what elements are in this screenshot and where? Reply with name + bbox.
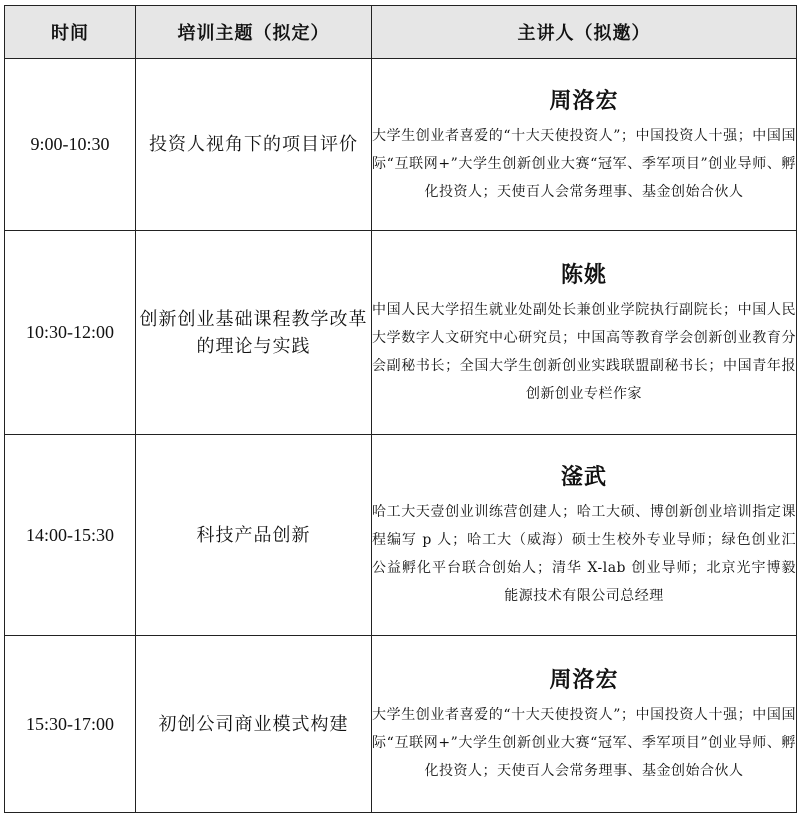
table-row [5, 59, 797, 231]
speaker-name: 陈姚 [560, 261, 607, 288]
table-row [5, 435, 797, 636]
table-header-row [5, 6, 797, 59]
header-time: 时间 [5, 6, 136, 59]
session-topic: 创新创业基础课程教学改革的理论与实践 [136, 231, 372, 435]
speaker-bio: 大学生创业者喜爱的“十大天使投资人”；中国投资人十强；中国国际“互联网+”大学生创新创业大赛“冠军、季军项目”创业导师、孵化投资人；天使百人会常务理事、基金创始合伙人 [372, 707, 796, 779]
header-speaker: 主讲人（拟邀） [372, 6, 797, 59]
table-row [5, 636, 797, 813]
session-time: 10:30-12:00 [5, 231, 136, 435]
speaker-cell [372, 59, 797, 231]
table-row [5, 231, 797, 435]
speaker-cell [372, 231, 797, 435]
training-schedule-table [4, 5, 797, 813]
speaker-name: 滏武 [560, 464, 607, 490]
session-topic: 科技产品创新 [136, 435, 372, 636]
speaker-bio: 哈工大天壹创业训练营创建人；哈工大硕、博创新创业培训指定课程编写 p 人；哈工大（威海）硕士生校外专业导师；绿色创业汇公益孵化平台联合创始人；清华 X-lab 创业导师；北京光宇博毅能源技术有限公司总经理 [372, 504, 796, 604]
header-topic: 培训主题（拟定） [136, 6, 372, 59]
session-time: 14:00-15:30 [5, 435, 136, 636]
speaker-cell [372, 435, 797, 636]
speaker-bio: 中国人民大学招生就业处副处长兼创业学院执行副院长；中国人民大学数字人文研究中心研究员；中国高等教育学会创新创业教育分会副秘书长；全国大学生创新创业实践联盟副秘书长；中国青年报创新创业专栏作家 [372, 301, 796, 402]
session-time: 15:30-17:00 [5, 636, 136, 813]
speaker-cell [372, 636, 797, 813]
session-topic: 投资人视角下的项目评价 [136, 59, 372, 231]
session-time: 9:00-10:30 [5, 59, 136, 231]
speaker-bio: 大学生创业者喜爱的“十大天使投资人”；中国投资人十强；中国国际“互联网+”大学生创新创业大赛“冠军、季军项目”创业导师、孵化投资人；天使百人会常务理事、基金创始合伙人 [372, 127, 796, 200]
speaker-name: 周洛宏 [549, 87, 619, 114]
session-topic: 初创公司商业模式构建 [136, 636, 372, 813]
speaker-name: 周洛宏 [549, 667, 619, 693]
